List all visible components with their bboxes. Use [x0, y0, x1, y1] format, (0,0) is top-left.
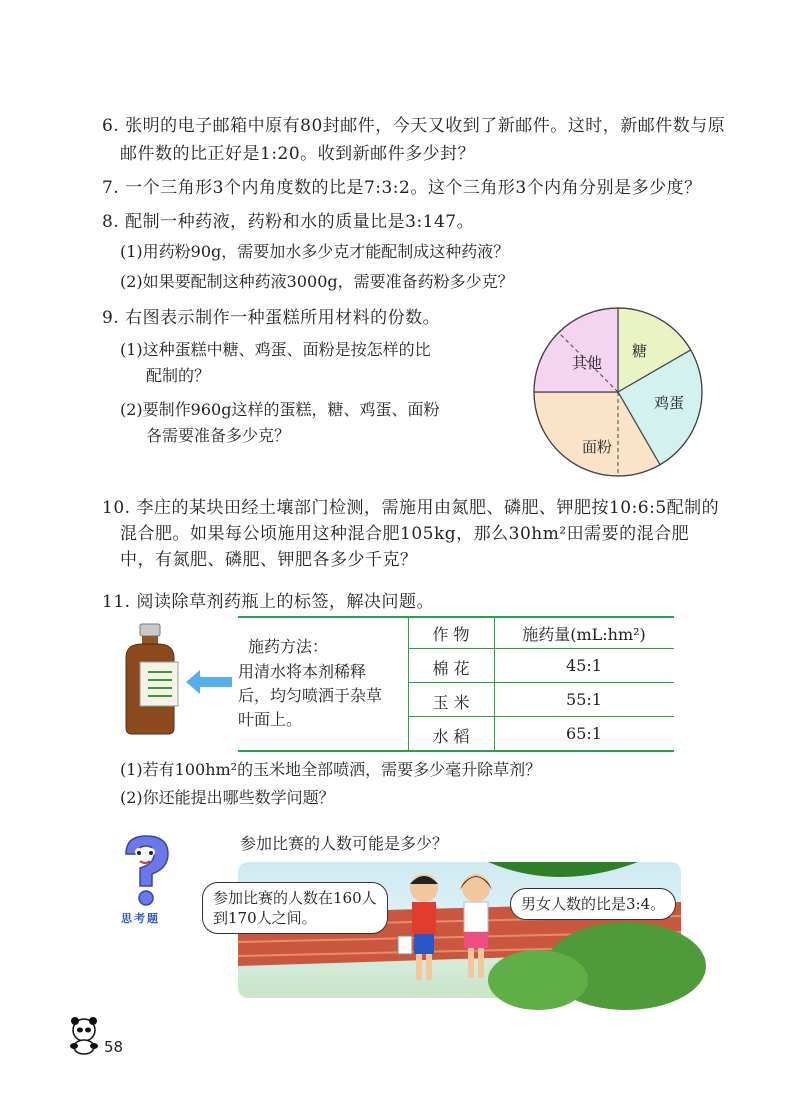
q8-sub2: (2)如果要配制这种药液3000g，需要准备药粉多少克？ — [120, 272, 514, 291]
q6-line1: 6. 张明的电子邮箱中原有80封邮件，今天又收到了新邮件。这时，新邮件数与原 — [102, 116, 726, 136]
panda-icon — [66, 1016, 102, 1056]
pie-label-flour: 面粉 — [582, 438, 613, 456]
q7-line1: 7. 一个三角形3个内角度数的比是7:3:2。这个三角形3个内角分别是多少度？ — [102, 178, 702, 198]
page-number: 58 — [104, 1038, 124, 1056]
q11-sub1: (1)若有100hm²的玉米地全部喷洒，需要多少毫升除草剂？ — [120, 760, 542, 779]
thinking-question-label: 思考题 — [121, 912, 160, 925]
table-cell-dosage: 45:1 — [566, 656, 602, 675]
table-cell-dosage: 55:1 — [566, 690, 602, 709]
q9-sub2a: (2)要制作960g这样的蛋糕，糖、鸡蛋、面粉 — [120, 400, 440, 419]
bubble-boy-line2: 到170人之间。 — [213, 909, 317, 927]
q6-line2: 邮件数的比正好是1:20。收到新邮件多少封？ — [120, 144, 476, 164]
q9-line1: 9. 右图表示制作一种蛋糕所用材料的份数。 — [102, 308, 441, 328]
pie-label-other: 其他 — [572, 354, 603, 372]
q10-line1: 10. 李庄的某块田经土壤部门检测，需施用由氮肥、磷肥、钾肥按10:6:5配制的 — [102, 498, 720, 518]
speech-bubble-boy — [202, 882, 388, 934]
method-title: 施药方法： — [248, 637, 329, 656]
method-text — [238, 660, 382, 732]
bubble-boy-line1: 参加比赛的人数在160人 — [213, 889, 377, 907]
thinking-question-text: 参加比赛的人数可能是多少？ — [240, 834, 449, 853]
q11-sub2: (2)你还能提出哪些数学问题？ — [120, 788, 335, 807]
girl-shirt — [464, 902, 488, 932]
q9-sub1b: 配制的？ — [146, 366, 211, 385]
table-cell-crop: 水 稻 — [432, 727, 470, 746]
herbicide-label-table — [238, 616, 674, 752]
q9-sub2b: 各需要准备多少克？ — [146, 426, 291, 445]
table-cell-crop: 玉 米 — [432, 693, 470, 712]
speech-bubble-girl: 男女人数的比是3:4。 — [510, 888, 676, 920]
q9-sub1a: (1)这种蛋糕中糖、鸡蛋、面粉是按怎样的比 — [120, 340, 431, 359]
thinking-scene-image — [213, 862, 681, 998]
arrow-left-icon — [186, 670, 234, 694]
method-line: 后，均匀喷洒于杂草 — [238, 686, 383, 705]
table-header-dosage: 施药量(mL:hm²) — [522, 625, 646, 644]
method-line: 用清水将本剂稀释 — [238, 662, 367, 681]
q8-line1: 8. 配制一种药液，药粉和水的质量比是3:147。 — [102, 212, 475, 232]
q10-line3: 中，有氮肥、磷肥、钾肥各多少千克？ — [120, 550, 418, 570]
question-mark-mascot-icon — [118, 832, 174, 910]
girl-head — [462, 874, 490, 902]
pie-label-egg: 鸡蛋 — [654, 394, 685, 412]
q10-line2: 混合肥。如果每公顷施用这种混合肥105kg，那么30hm²田需要的混合肥 — [120, 524, 690, 544]
method-line: 叶面上。 — [238, 710, 303, 729]
table-cell-crop: 棉 花 — [432, 659, 470, 678]
q11-line1: 11. 阅读除草剂药瓶上的标签，解决问题。 — [102, 592, 434, 612]
boy-shirt — [412, 902, 436, 934]
pie-label-sugar: 糖 — [632, 342, 648, 360]
table-cell-dosage: 65:1 — [566, 724, 602, 743]
herbicide-bottle-image — [118, 624, 182, 734]
cake-pie-chart — [530, 304, 706, 480]
table-header-crop: 作 物 — [432, 625, 470, 644]
q8-sub1: (1)用药粉90g，需要加水多少克才能配制成这种药液？ — [120, 242, 510, 261]
